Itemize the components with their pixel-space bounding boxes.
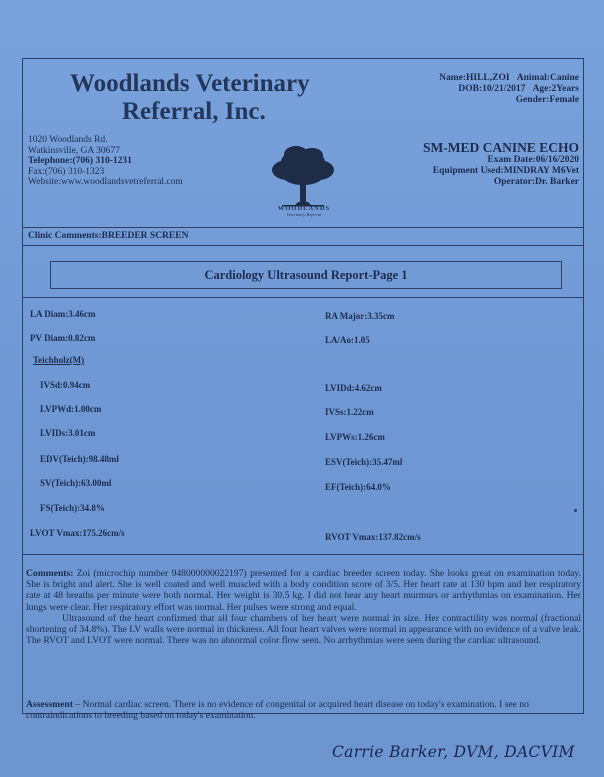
exam-operator: Operator:Dr. Barker (493, 177, 579, 187)
patient-age: Age:2Years (532, 84, 579, 94)
edv-teich: EDV(Teich):98.48ml (40, 454, 119, 464)
la-ao: LA/Ao:1.05 (325, 335, 370, 345)
exam-date: Exam Date:06/16/2020 (487, 155, 579, 165)
patient-dob: DOB:10/21/2017 (458, 84, 526, 94)
signature: Carrie Barker, DVM, DACVIM (332, 743, 575, 761)
divider (22, 227, 583, 228)
teichholz-heading: Teichholz(M) (33, 355, 85, 365)
ivsd: IVSd:0.94cm (40, 380, 91, 390)
divider (22, 245, 583, 246)
ef-teich: EF(Teich):64.0% (325, 482, 391, 492)
logo-text: WOODLANDS (277, 205, 331, 212)
clinic-comments: Clinic Comments:BREEDER SCREEN (28, 231, 189, 241)
patient-name: Name:HILL,ZOI (439, 73, 510, 83)
ra-major: RA Major:3.35cm (325, 311, 395, 321)
assessment-text: – Normal cardiac screen. There is no evidence of congenital or acquired heart disease on today's examination. I see no contraindications to breeding based on today's examination. (26, 699, 529, 722)
lvpwd: LVPWd:1.00cm (40, 404, 102, 414)
website: Website:www.woodlandsvetreferral.com (28, 177, 183, 188)
measurements-box (22, 297, 584, 555)
lvot-vmax: LVOT Vmax:175.26cm/s (30, 528, 125, 538)
clinic-name-line2: Referral, Inc. (122, 98, 266, 125)
exam-title: SM-MED CANINE ECHO (422, 140, 579, 155)
exam-info (433, 155, 579, 188)
telephone: Telephone:(706) 310-1231 (28, 156, 132, 167)
assessment-section (26, 699, 581, 721)
ivss: IVSs:1.22cm (325, 407, 374, 417)
mark (574, 509, 577, 512)
lvids: LVIDs:3.01cm (40, 428, 96, 438)
la-diam: LA Diam:3.46cm (30, 309, 96, 319)
comments-paragraph1: Zoi (microchip number 948000000022197) presented for a cardiac breeder screen today. She looks great on examination today. She is bright and alert. She is well coated and well muscled with a body condition score of 3/5. Her heart rate at 130 bpm and her respiratory rate at 48 breaths per minute were both normal. Her weight is 30.5 kg. I did not hear any heart murmurs or arrhythmias on examination. Her lungs were clear. Her respiratory effort was normal. Her pulses were strong and equal. (26, 568, 581, 613)
comments-label: Comments: (26, 568, 74, 579)
pv-diam: PV Diam:0.82cm (30, 333, 96, 343)
esv-teich: ESV(Teich):35.47ml (325, 457, 403, 467)
fax: Fax:(706) 310-1323 (28, 166, 105, 177)
exam-equipment: Equipment Used:MINDRAY M6Vet (432, 166, 579, 176)
sv-teich: SV(Teich):63.00ml (40, 478, 112, 488)
lvpws: LVPWs:1.26cm (325, 432, 385, 442)
rvot-vmax: RVOT Vmax:137.82cm/s (325, 532, 421, 542)
comments-section (26, 568, 581, 646)
fs-teich: FS(Teich):34.8% (40, 503, 105, 513)
comments-paragraph2: Ultrasound of the heart confirmed that all four chambers of her heart were normal in size. Her contractility was normal (fractional shortening of 34.8%). The LV walls were normal in thickness. All four heart valves were normal in appearance with no evidence of a valve leak. The RVOT and LVOT were normal. There was no abnormal color flow seen. No arrhythmias were seen during the cardiac ultrasound. (26, 612, 581, 647)
lvidd: LVIDd:4.62cm (325, 383, 382, 393)
clinic-name-line1: Woodlands Veterinary (70, 70, 310, 97)
report-title: Cardiology Ultrasound Report-Page 1 (204, 268, 408, 282)
patient-gender: Gender:Female (515, 95, 579, 105)
address-line1: 1020 Woodlands Rd. (28, 135, 108, 145)
clinic-address-block (28, 135, 183, 188)
address-line2: Watkinsville, GA 30677 (28, 145, 120, 156)
patient-animal: Animal:Canine (516, 73, 579, 83)
assessment-label: Assessment (26, 699, 73, 710)
logo-subtext: Veterinary Referral (286, 212, 322, 217)
patient-info (439, 73, 579, 106)
